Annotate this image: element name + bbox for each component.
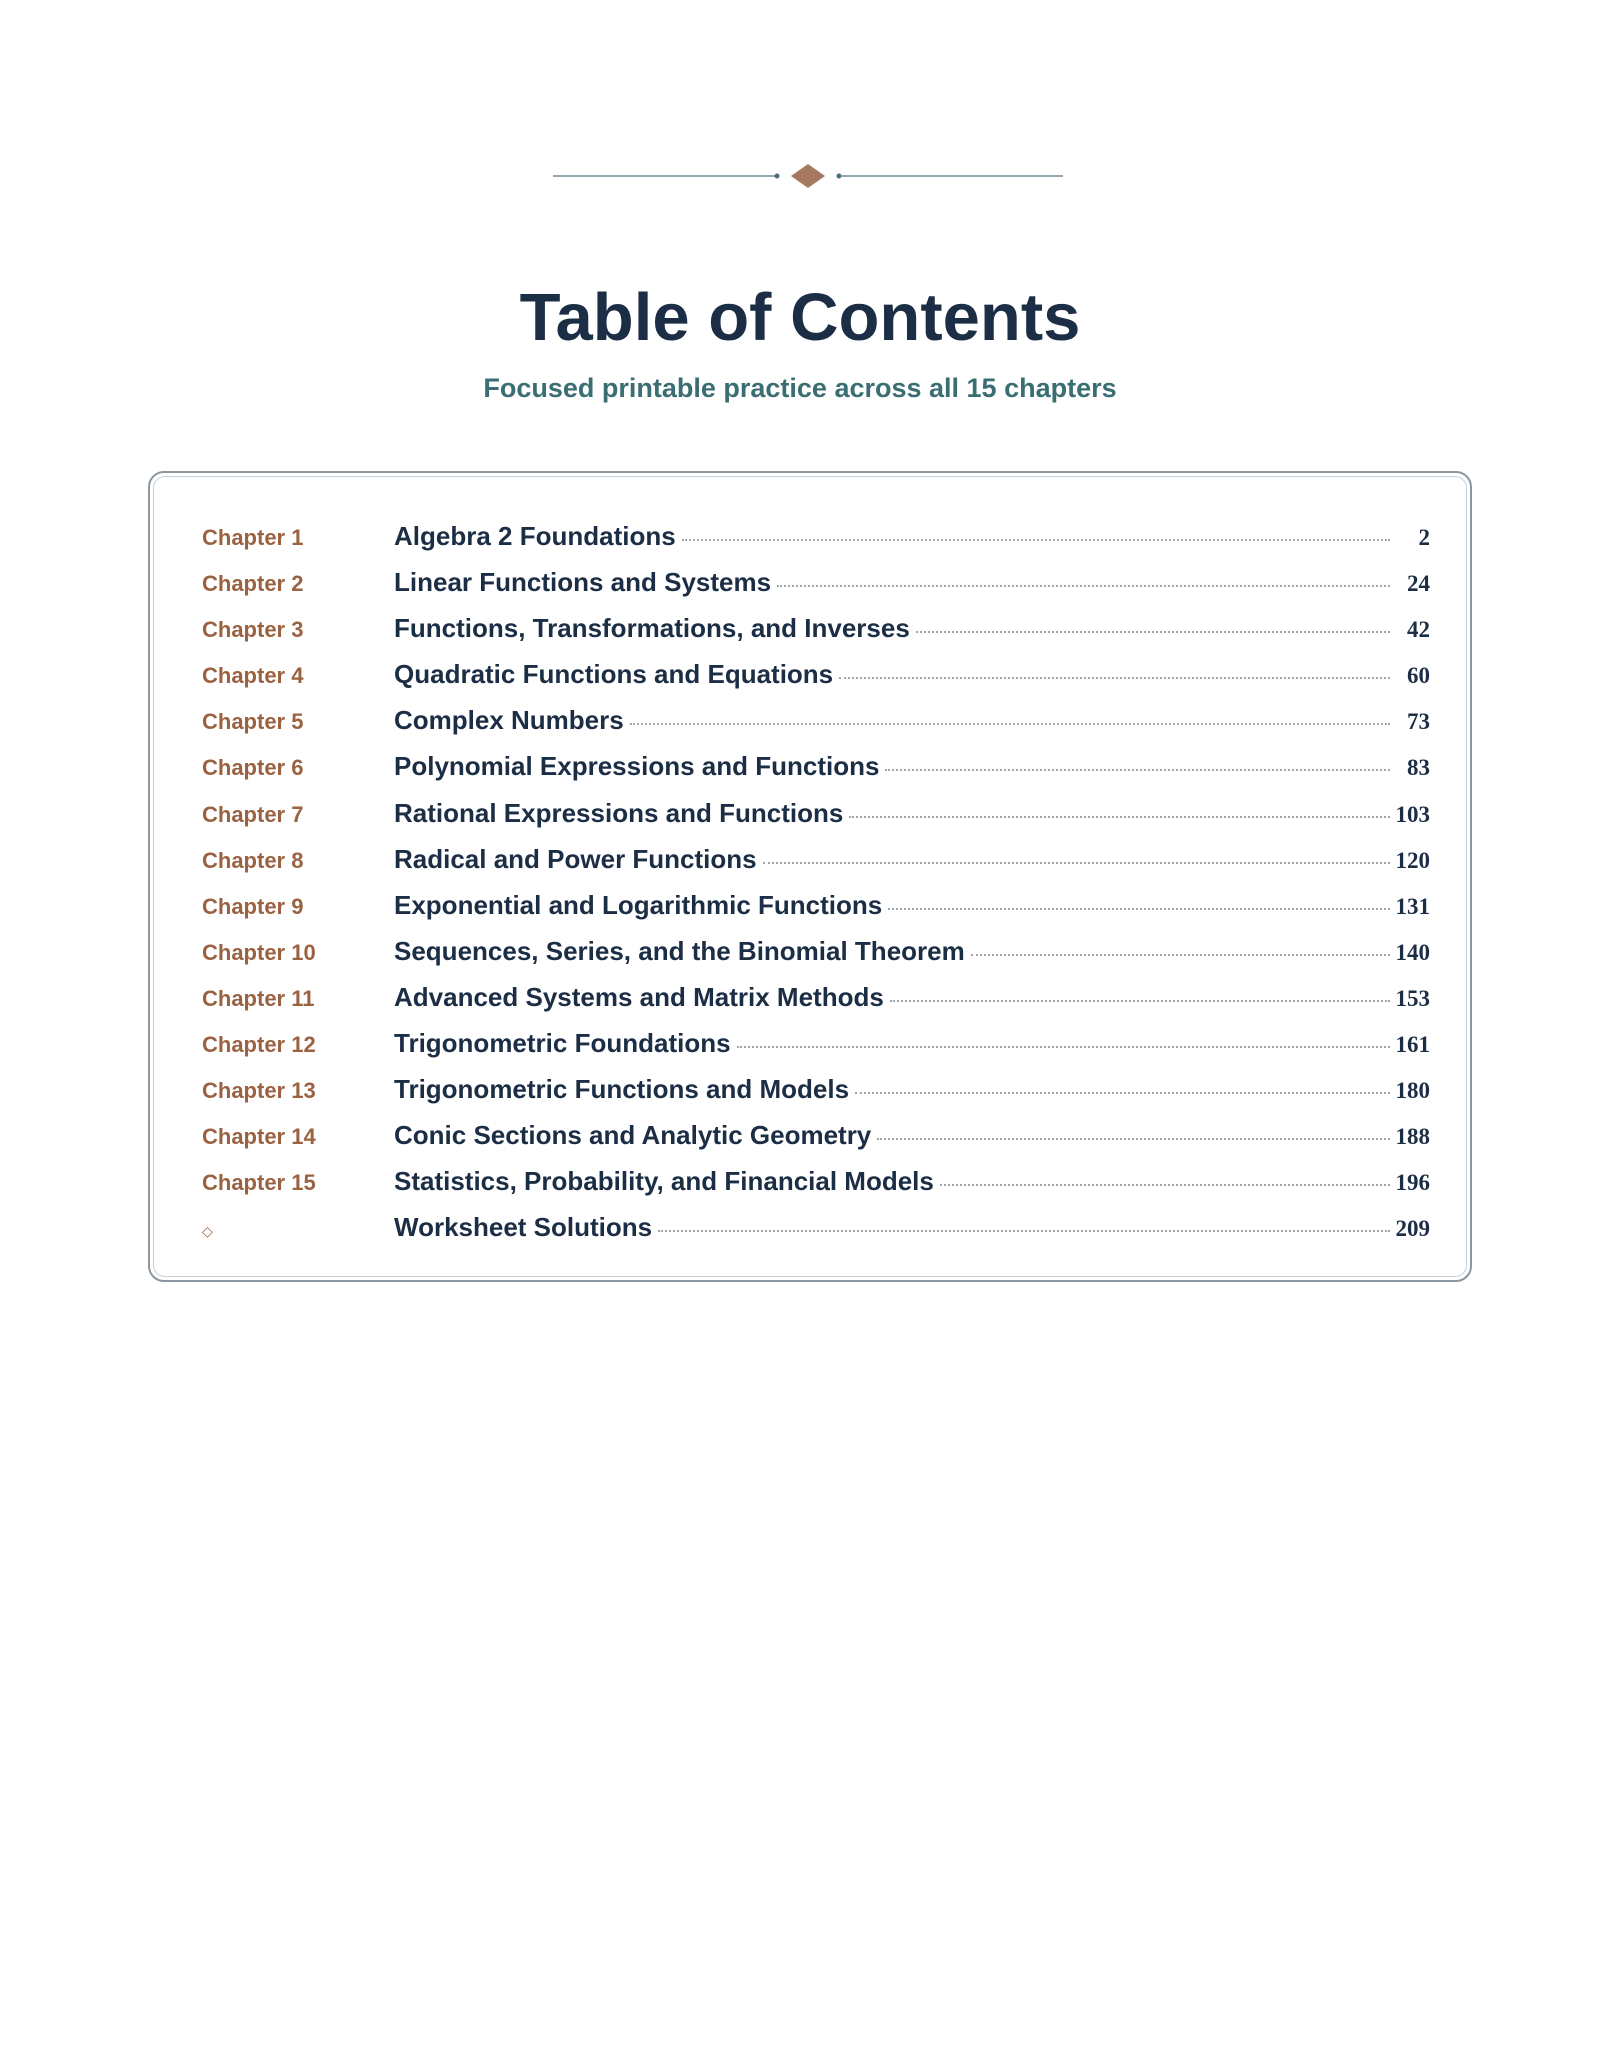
toc-row-chapter-9[interactable] bbox=[202, 880, 1430, 926]
toc-row-chapter-14[interactable] bbox=[202, 1110, 1430, 1156]
dot-leader bbox=[737, 1046, 1390, 1048]
chapter-title: Rational Expressions and Functions bbox=[394, 797, 844, 828]
chapter-title: Complex Numbers bbox=[394, 705, 624, 736]
chapter-title: Statistics, Probability, and Financial Models bbox=[394, 1166, 934, 1197]
toc-row-chapter-7[interactable] bbox=[202, 788, 1430, 834]
chapter-title: Exponential and Logarithmic Functions bbox=[394, 889, 883, 920]
dot-leader bbox=[839, 677, 1390, 679]
dot-leader bbox=[630, 723, 1390, 725]
dot-leader bbox=[658, 1230, 1389, 1232]
page-number: 131 bbox=[1395, 893, 1430, 919]
chapter-label: Chapter 2 bbox=[202, 571, 304, 597]
dot-leader bbox=[971, 954, 1390, 956]
chapter-label: Chapter 4 bbox=[202, 663, 304, 689]
toc-row-chapter-8[interactable] bbox=[202, 834, 1430, 880]
page-number: 2 bbox=[1418, 525, 1430, 550]
chapter-title: Polynomial Expressions and Functions bbox=[394, 751, 880, 782]
dot-leader bbox=[888, 908, 1389, 910]
chapter-title: Trigonometric Foundations bbox=[394, 1028, 731, 1059]
chapter-title: Quadratic Functions and Equations bbox=[394, 659, 834, 690]
toc-card bbox=[148, 471, 1472, 1282]
toc-row-chapter-3[interactable] bbox=[202, 603, 1430, 649]
toc-row-chapter-2[interactable] bbox=[202, 557, 1430, 603]
page-number: 209 bbox=[1395, 1216, 1430, 1242]
dot-leader bbox=[682, 539, 1390, 541]
chapter-label: Chapter 11 bbox=[202, 985, 315, 1011]
toc-row-chapter-12[interactable] bbox=[202, 1018, 1430, 1064]
dot-leader bbox=[890, 1000, 1390, 1002]
dot-leader bbox=[849, 816, 1389, 818]
toc-row-chapter-6[interactable] bbox=[202, 741, 1430, 787]
chapter-title: Conic Sections and Analytic Geometry bbox=[394, 1120, 872, 1151]
chapter-label: Chapter 9 bbox=[202, 893, 304, 919]
toc-list bbox=[202, 511, 1430, 1249]
chapter-title: Functions, Transformations, and Inverses bbox=[394, 613, 910, 644]
page-number: 60 bbox=[1407, 663, 1430, 689]
page-number: 24 bbox=[1407, 571, 1430, 597]
page-number: 73 bbox=[1407, 709, 1430, 735]
dot-leader bbox=[885, 769, 1390, 771]
chapter-label: Chapter 15 bbox=[202, 1170, 316, 1196]
chapter-title: Algebra 2 Foundations bbox=[394, 521, 676, 551]
page-number: 120 bbox=[1395, 847, 1430, 873]
solutions-title: Worksheet Solutions bbox=[394, 1212, 653, 1243]
page-number: 83 bbox=[1407, 755, 1430, 781]
toc-row-chapter-10[interactable] bbox=[202, 926, 1430, 972]
page-number: 188 bbox=[1395, 1124, 1430, 1150]
page-number: 180 bbox=[1395, 1078, 1430, 1104]
page-subtitle: Focused printable practice across all 15 chapters bbox=[483, 373, 1117, 403]
toc-row-chapter-11[interactable] bbox=[202, 972, 1430, 1018]
dot-leader bbox=[855, 1092, 1389, 1094]
page-number: 153 bbox=[1395, 985, 1430, 1011]
toc-row-chapter-5[interactable] bbox=[202, 695, 1430, 741]
diamond-marker-icon: ◇ bbox=[202, 1224, 213, 1241]
chapter-label: Chapter 6 bbox=[202, 755, 304, 781]
chapter-label: Chapter 1 bbox=[202, 525, 304, 550]
chapter-label: Chapter 8 bbox=[202, 847, 304, 873]
toc-row-chapter-4[interactable] bbox=[202, 649, 1430, 695]
page-number: 103 bbox=[1395, 801, 1430, 827]
dot-leader bbox=[940, 1184, 1390, 1186]
chapter-label: Chapter 5 bbox=[202, 709, 304, 735]
chapter-title: Trigonometric Functions and Models bbox=[394, 1074, 850, 1105]
toc-row-chapter-1[interactable] bbox=[202, 511, 1430, 557]
chapter-title: Radical and Power Functions bbox=[394, 843, 757, 874]
toc-row-chapter-15[interactable] bbox=[202, 1156, 1430, 1202]
chapter-label: Chapter 3 bbox=[202, 617, 304, 643]
page-number: 140 bbox=[1395, 939, 1430, 965]
toc-row-solutions[interactable] bbox=[202, 1202, 1430, 1248]
page-number: 196 bbox=[1395, 1170, 1430, 1196]
chapter-title: Linear Functions and Systems bbox=[394, 567, 772, 598]
chapter-title: Sequences, Series, and the Binomial Theorem bbox=[394, 935, 965, 966]
dot-leader bbox=[877, 1138, 1389, 1140]
page-title: Table of Contents bbox=[519, 280, 1081, 355]
ornament-diamond-icon bbox=[791, 164, 825, 188]
dot-leader bbox=[777, 585, 1390, 587]
chapter-label: Chapter 7 bbox=[202, 801, 304, 827]
header-ornament bbox=[0, 0, 1600, 200]
toc-row-chapter-13[interactable] bbox=[202, 1064, 1430, 1110]
chapter-label: Chapter 13 bbox=[202, 1078, 316, 1104]
chapter-label: Chapter 10 bbox=[202, 939, 316, 965]
dot-leader bbox=[916, 631, 1390, 633]
chapter-title: Advanced Systems and Matrix Methods bbox=[394, 981, 884, 1012]
chapter-label: Chapter 12 bbox=[202, 1032, 316, 1058]
chapter-label: Chapter 14 bbox=[202, 1124, 316, 1150]
page-number: 42 bbox=[1407, 617, 1430, 643]
ornament-dot-left bbox=[775, 174, 780, 179]
dot-leader bbox=[763, 862, 1390, 864]
page-number: 161 bbox=[1395, 1032, 1430, 1058]
